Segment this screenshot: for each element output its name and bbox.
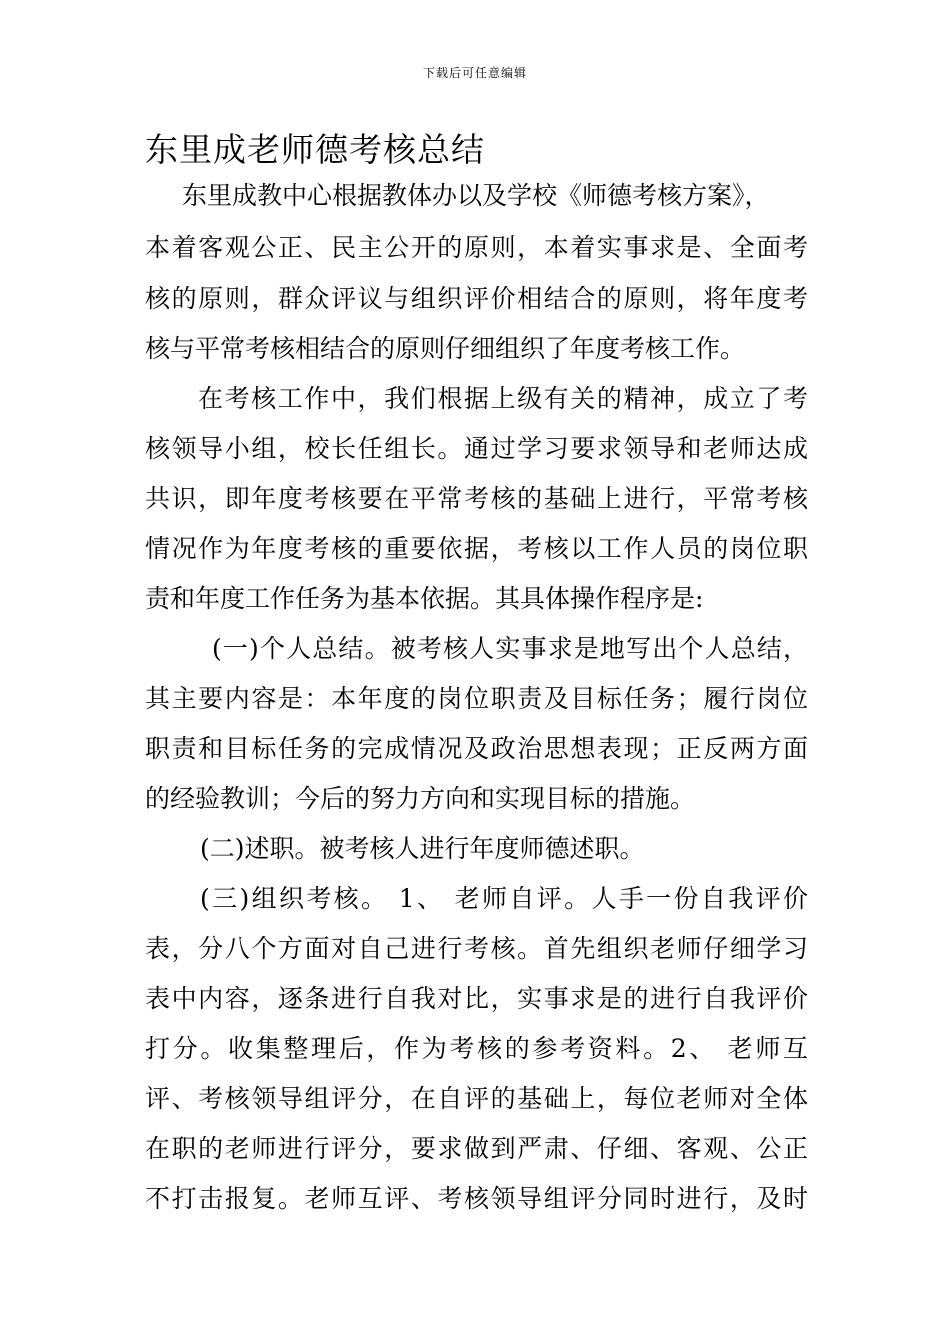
body-line: 责和年度工作任务为基本依据。其具体操作程序是:	[145, 584, 704, 613]
body-line: 表中内容，逐条进行自我对比，实事求是的进行自我评价	[145, 984, 808, 1013]
body-line: 核的原则，群众评议与组织评价相结合的原则，将年度考	[145, 284, 808, 313]
body-line: 本着客观公正、民主公开的原则，本着实事求是、全面考	[145, 233, 808, 262]
document-title: 东里成老师德考核总结	[145, 130, 485, 169]
body-line: 不打击报复。老师互评、考核领导组评分同时进行，及时	[145, 1184, 808, 1213]
body-line: 在职的老师进行评分，要求做到严肃、仔细、客观、公正	[145, 1134, 808, 1163]
body-line: 核领导小组，校长任组长。通过学习要求领导和老师达成	[145, 434, 808, 463]
body-line: 在考核工作中，我们根据上级有关的精神，成立了考	[198, 384, 808, 413]
body-line: 的经验教训；今后的努力方向和实现目标的措施。	[145, 784, 696, 813]
body-line: 情况作为年度考核的重要依据，考核以工作人员的岗位职	[145, 534, 808, 563]
body-line: 职责和目标任务的完成情况及政治思想表现；正反两方面	[145, 734, 808, 763]
body-line: 东里成教中心根据教体办以及学校《师德考核方案》，	[182, 181, 770, 210]
body-line: 打分。收集整理后，作为考核的参考资料。2、 老师互	[145, 1034, 808, 1063]
body-line: (三)组织考核。 1、 老师自评。人手一份自我评价	[200, 884, 808, 913]
body-line: (二)述职。被考核人进行年度师德述职。	[200, 834, 645, 863]
body-line: 评、考核领导组评分，在自评的基础上，每位老师对全体	[145, 1084, 808, 1113]
body-line: 表，分八个方面对自己进行考核。首先组织老师仔细学习	[145, 934, 808, 963]
body-line: 核与平常考核相结合的原则仔细组织了年度考核工作。	[145, 334, 746, 363]
body-line: 其主要内容是：本年度的岗位职责及目标任务；履行岗位	[145, 684, 808, 713]
body-line: (一)个人总结。被考核人实事求是地写出个人总结，	[212, 634, 808, 663]
page-header: 下载后可任意编辑	[422, 66, 527, 80]
body-line: 共识，即年度考核要在平常考核的基础上进行，平常考核	[145, 484, 808, 513]
